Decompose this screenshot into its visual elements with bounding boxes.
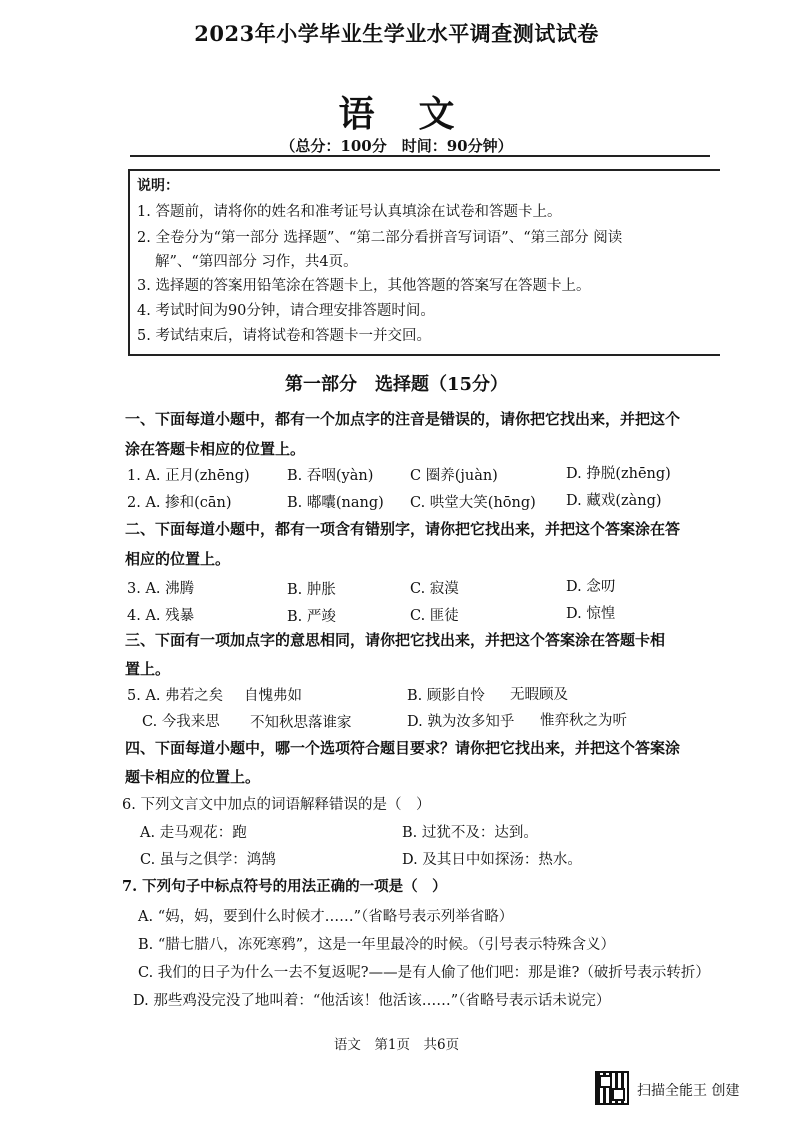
q2-option-a: 2. A. 掺和(cān): [127, 495, 232, 511]
subject-title: [0, 86, 793, 137]
qr-code-icon: [595, 1071, 629, 1105]
section-two-instruction: 二、下面每道小题中，都有一项含有错别字，请你把它找出来，并把这个答案涂在答: [125, 520, 681, 538]
q4-option-c: C. 匪徒: [410, 608, 459, 624]
q2-option-c: C. 哄堂大笑(hōng): [410, 495, 536, 511]
instruction-item: 2. 全卷分为“第一部分 选择题”、“第二部分看拼音写词语”、“第三部分 阅读: [137, 230, 623, 246]
q6-option-c: C. 虽与之俱学：鸿鹄: [140, 852, 276, 868]
q6-option-a: A. 走马观花：跑: [140, 825, 247, 841]
q7-option-d: D. 那些鸡没完没了地叫着：“他活该！他活该……”（省略号表示话未说完）: [133, 993, 611, 1009]
page-footer: 语文 第1页 共6页: [333, 1037, 460, 1053]
part-one-title: 第一部分 选择题（15分）: [284, 374, 509, 395]
q5-option-a: 5. A. 弗若之矣: [127, 688, 224, 704]
q5-option-c: C. 今我来思: [142, 714, 220, 730]
q1-option-b: B. 吞咽(yàn): [287, 468, 374, 484]
q7-stem: 7. 下列句子中标点符号的用法正确的一项是（ ）: [122, 878, 447, 895]
q1-option-a: 1. A. 正月(zhēng): [127, 468, 250, 484]
instruction-item: 5. 考试结束后，请将试卷和答题卡一并交回。: [137, 328, 431, 344]
instructions-title: 说明：: [137, 178, 179, 194]
section-three-instruction-cont: 置上。: [125, 660, 171, 678]
q7-option-b: B. “腊七腊八，冻死寒鸦”，这是一年里最冷的时候。（引号表示特殊含义）: [138, 937, 615, 953]
q2-option-b: B. 嘟囔(nang): [287, 495, 384, 511]
q6-stem: 6. 下列文言文中加点的词语解释错误的是（ ）: [122, 797, 431, 813]
section-three-instruction: 三、下面有一项加点字的意思相同，请你把它找出来，并把这个答案涂在答题卡相: [125, 631, 666, 649]
q4-option-a: 4. A. 残暴: [127, 608, 195, 624]
instruction-item: 4. 考试时间为90分钟，请合理安排答题时间。: [137, 303, 435, 319]
instruction-item: 解”、“第四部分 习作，共4页。: [155, 254, 358, 270]
q4-option-d: D. 惊惶: [566, 606, 616, 622]
q5-option-a-pair: 自愧弗如: [244, 688, 302, 704]
q1-option-d: D. 挣脱(zhēng): [566, 466, 671, 482]
q5-option-b: B. 顾影自怜: [407, 688, 485, 704]
instruction-item: 1. 答题前，请将你的姓名和准考证号认真填涂在试卷和答题卡上。: [137, 204, 562, 220]
q7-option-a: A. “妈，妈，要到什么时候才……”（省略号表示列举省略）: [138, 909, 514, 925]
section-one-instruction: 一、下面每道小题中，都有一个加点字的注音是错误的，请你把它找出来，并把这个: [125, 410, 681, 428]
q3-option-a: 3. A. 沸腾: [127, 581, 195, 597]
q7-option-c: C. 我们的日子为什么一去不复返呢?——是有人偷了他们吧：那是谁?（破折号表示转折）: [138, 965, 710, 981]
section-one-instruction-cont: 涂在答题卡相应的位置上。: [125, 440, 306, 458]
score-time-line: （总分：100分 时间：90分钟）: [280, 137, 513, 155]
section-four-instruction: 四、下面每道小题中，哪一个选项符合题目要求？请你把它找出来，并把这个答案涂: [125, 739, 681, 757]
scanner-watermark: 扫描全能王 创建: [637, 1083, 740, 1099]
subject-char-2: 文: [418, 93, 455, 135]
q6-option-d: D. 及其日中如探汤：热水。: [402, 852, 582, 868]
header-rule: [130, 155, 710, 157]
subject-char-1: 语: [338, 93, 375, 135]
exam-title: 2023年小学毕业生学业水平调查测试试卷: [194, 21, 599, 46]
q5-option-b-pair: 无暇顾及: [510, 687, 568, 703]
q6-option-b: B. 过犹不及：达到。: [402, 825, 538, 841]
q5-option-d: D. 孰为汝多知乎: [407, 714, 515, 730]
section-four-instruction-cont: 题卡相应的位置上。: [125, 768, 261, 786]
q4-option-b: B. 严竣: [287, 609, 336, 625]
q1-option-c: C 圈养(juàn): [410, 468, 498, 484]
q3-option-b: B. 肿胀: [287, 582, 336, 598]
instruction-item: 3. 选择题的答案用铅笔涂在答题卡上，其他答题的答案写在答题卡上。: [137, 278, 591, 294]
q5-option-c-pair: 不知秋思落谁家: [250, 715, 352, 731]
q2-option-d: D. 藏戏(zàng): [566, 493, 662, 509]
section-two-instruction-cont: 相应的位置上。: [125, 550, 231, 568]
q5-option-d-pair: 惟弈秋之为听: [540, 713, 627, 729]
q3-option-c: C. 寂漠: [410, 581, 459, 597]
q3-option-d: D. 念叨: [566, 579, 616, 595]
